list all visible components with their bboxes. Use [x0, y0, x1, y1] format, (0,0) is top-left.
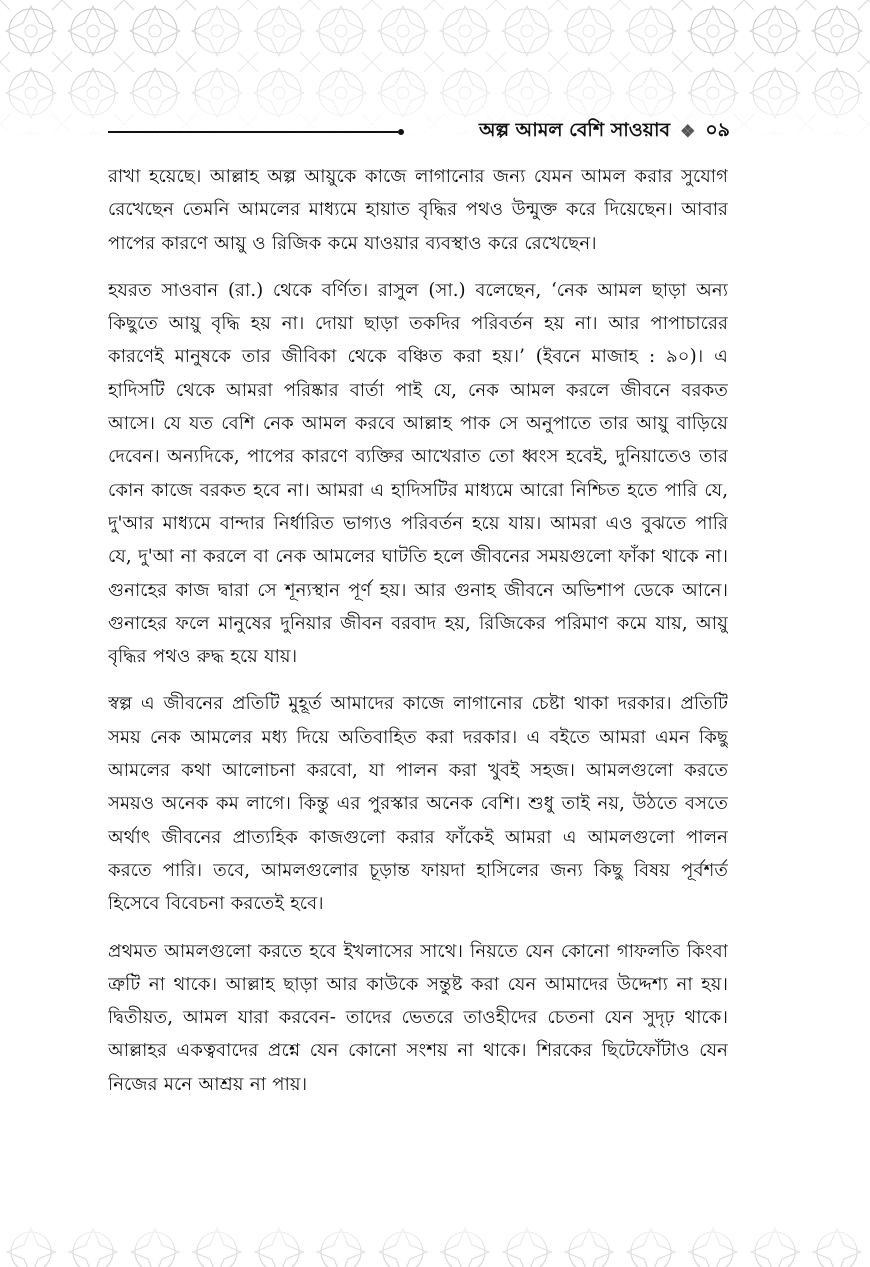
paragraph-1: রাখা হয়েছে। আল্লাহ অল্প আয়ুকে কাজে লাগানোর জন্য যেমন আমল করার সুযোগ রেখেছেন তেমনি আমলের মাধ্যমে হায়াত বৃদ্ধির পথও উন্মুক্ত করে দিয়েছেন। আবার পাপের কারণে আয়ু ও রিজিক কমে যাওয়ার ব্যবস্থাও করে রেখেছেন। — [108, 166, 728, 254]
page-body — [108, 160, 728, 1210]
paragraph-4: প্রথমত আমলগুলো করতে হবে ইখলাসের সাথে। নিয়তে যেন কোনো গাফলতি কিংবা ত্রুটি না থাকে। আল্লাহ ছাড়া আর কাউকে সন্তুষ্ট করা যেন আমাদের উদ্দেশ্য না হয়। দ্বিতীয়ত, আমল যারা করবেন- তাদের ভেতরে তাওহীদের চেতনা যেন সুদৃঢ় থাকে। আল্লাহর একত্ববাদের প্রশ্নে যেন কোনো সংশয় না থাকে। শিরকের ছিটেফোঁটাও যেন নিজের মনে আশ্রয় না পায়। — [108, 940, 728, 1095]
header-title-group — [479, 116, 730, 148]
paragraph-2: হযরত সাওবান (রা.) থেকে বর্ণিত। রাসুল (সা.) বলেছেন, ‘নেক আমল ছাড়া অন্য কিছুতে আয়ু বৃদ্ধি হয় না। দোয়া ছাড়া তকদির পরিবর্তন হয় না। আর পাপাচারের কারণেই মানুষকে তার জীবিকা থেকে বঞ্চিত করা হয়।’ (ইবনে মাজাহ : ৯০)। এ হাদিসটি থেকে আমরা পরিষ্কার বার্তা পাই যে, নেক আমল করলে জীবনে বরকত আসে। যে যত বেশি নেক আমল করবে আল্লাহ পাক সে অনুপাতে তার আয়ু বাড়িয়ে দেবেন। অন্যদিকে, পাপের কারণে ব্যক্তির আখেরাত তো ধ্বংস হবেই, দুনিয়াতেও তার কোন কাজে বরকত হবে না। আমরা এ হাদিসটির মাধ্যমে আরো নিশ্চিত হতে পারি যে, দু'আর মাধ্যমে বান্দার নির্ধারিত ভাগ্যও পরিবর্তন হয়ে যায়। আমরা এও বুঝতে পারি যে, দু'আ না করলে বা নেক আমলের ঘাটতি হলে জীবনের সময়গুলো ফাঁকা থাকে না। গুনাহের কাজ দ্বারা সে শূন্যস্থান পূর্ণ হয়। আর গুনাহ জীবনে অভিশাপ ডেকে আনে। গুনাহের ফলে মানুষের দুনিয়ার জীবন বরবাদ হয়, রিজিকের পরিমাণ কমে যায়, আয়ু বৃদ্ধির পথও রুদ্ধ হয়ে যায়। — [108, 279, 728, 668]
running-header — [108, 112, 730, 152]
book-title: অল্প আমল বেশি সাওয়াব — [479, 119, 671, 141]
paragraph-3: স্বল্প এ জীবনের প্রতিটি মুহূর্ত আমাদের কাজে লাগানোর চেষ্টা থাকা দরকার। প্রতিটি সময় নেক আমলের মধ্য দিয়ে অতিবাহিত করা দরকার। এ বইতে আমরা এমন কিছু আমলের কথা আলোচনা করবো, যা পালন করা খুবই সহজ। আমলগুলো করতে সময়ও অনেক কম লাগে। কিন্তু এর পুরস্কার অনেক বেশি। শুধু তাই নয়, উঠতে বসতে অর্থাৎ জীবনের প্রাত্যহিক কাজগুলো করার ফাঁকেই আমরা এ আমলগুলো পালন করতে পারি। তবে, আমলগুলোর চূড়ান্ত ফায়দা হাসিলের জন্য কিছু বিষয় পূর্বশর্ত হিসেবে বিবেচনা করতেই হবে। — [108, 693, 728, 915]
page-number: ০৯ — [705, 119, 730, 141]
diamond-separator-icon: ❖ — [680, 122, 696, 142]
bottom-ornament-pattern — [0, 1212, 870, 1267]
header-rule — [108, 131, 398, 133]
